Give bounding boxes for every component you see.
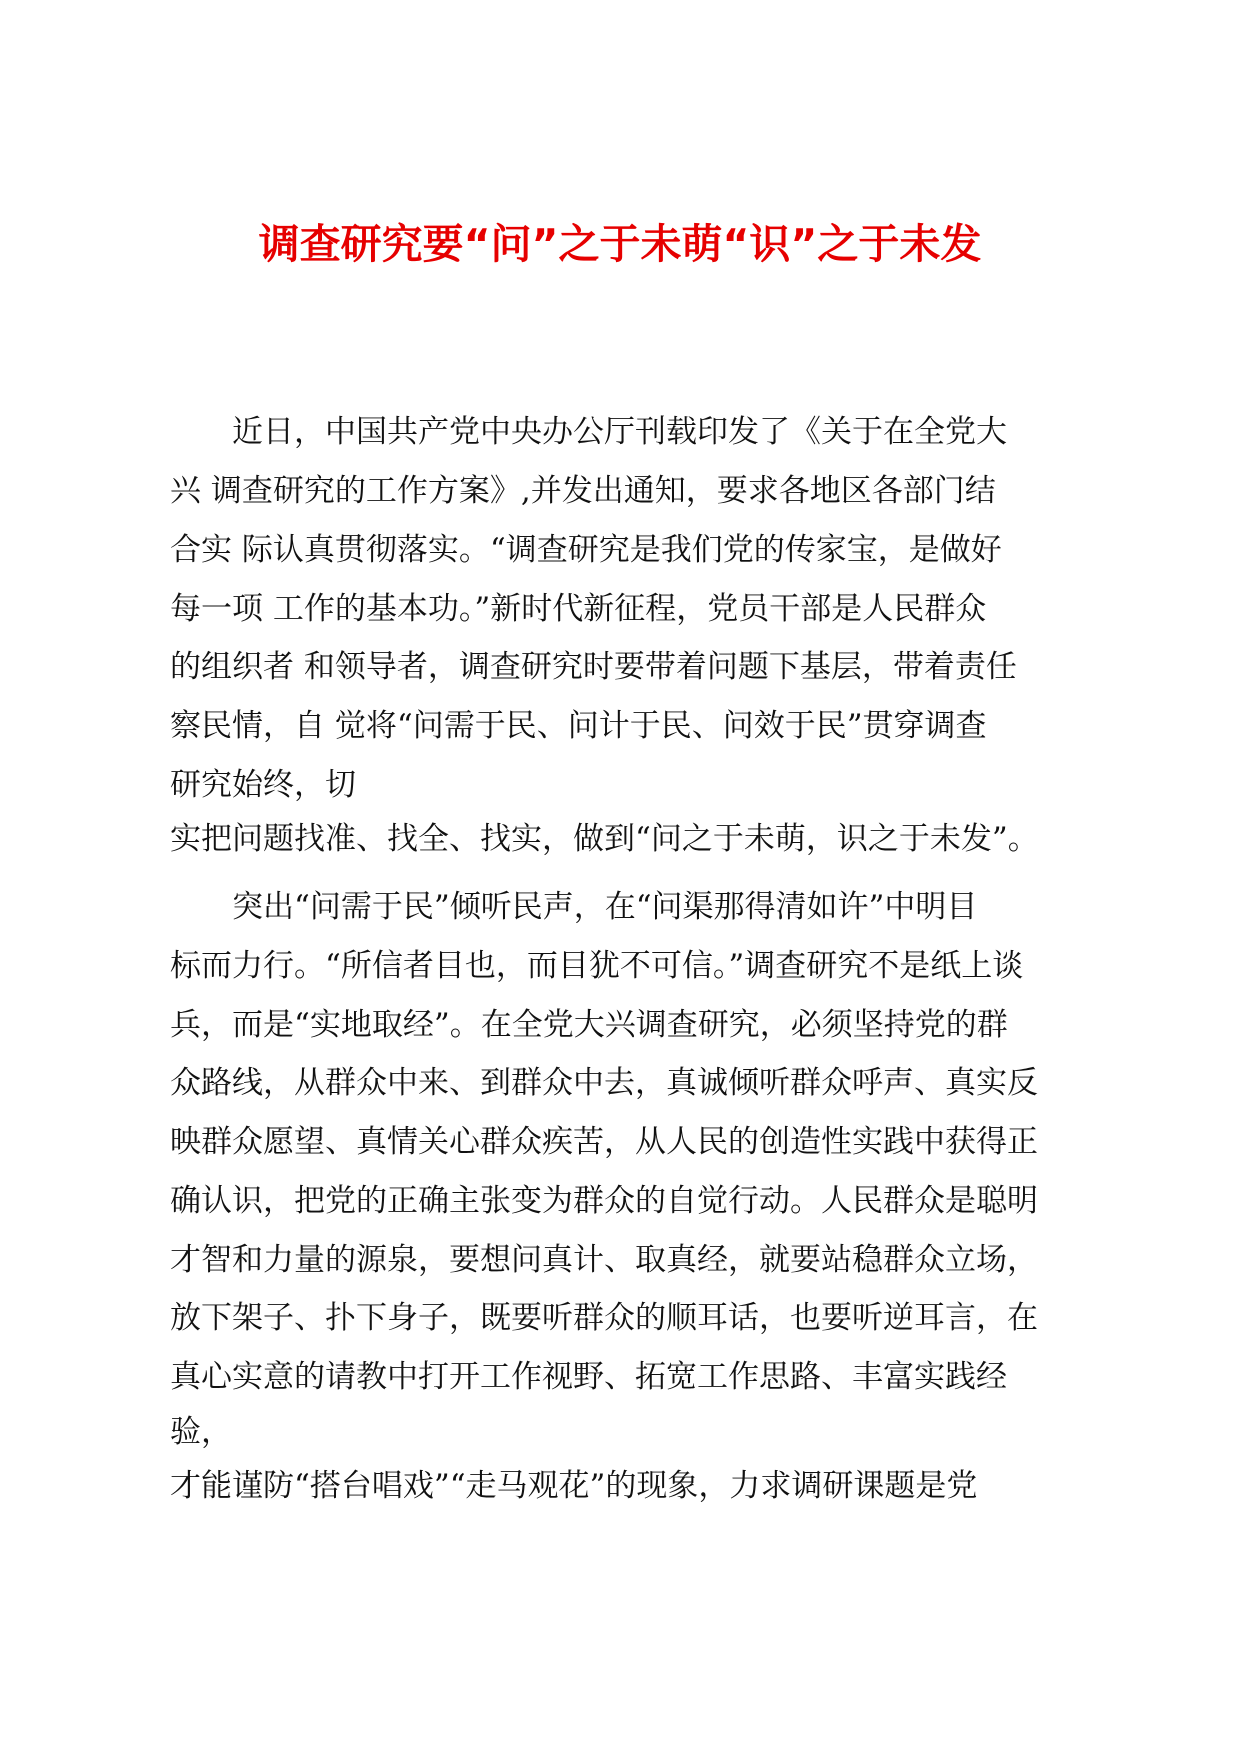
body-line: 放下架子、扑下身子，既要听群众的顺耳话，也要听逆耳言，在 (170, 1300, 1038, 1336)
body-line: 兴 调查研究的工作方案》,并发出通知，要求各地区各部门结 (170, 473, 996, 509)
body-line: 才智和力量的源泉，要想问真计、取真经，就要站稳群众立场， (170, 1242, 1038, 1278)
body-line: 众路线，从群众中来、到群众中去，真诚倾听群众呼声、真实反 (170, 1065, 1038, 1101)
body-line: 才能谨防“搭台唱戏”“走马观花”的现象，力求调研课题是党 (170, 1468, 978, 1504)
body-line: 标而力行。“所信者目也，而目犹不可信。”调查研究不是纸上谈 (170, 948, 1024, 984)
body-line: 察民情，自 觉将“问需于民、问计于民、问效于民”贯穿调查 (170, 708, 987, 744)
body-line: 真心实意的请教中打开工作视野、拓宽工作思路、丰富实践经 (170, 1359, 1007, 1395)
body-line: 兵，而是“实地取经”。在全党大兴调查研究，必须坚持党的群 (170, 1007, 1008, 1043)
body-line: 近日，中国共产党中央办公厅刊载印发了《关于在全党大 (170, 414, 1007, 450)
document-title: 调查研究要“问”之于未萌“识”之于未发 (258, 220, 982, 268)
body-line: 突出“问需于民”倾听民声，在“问渠那得清如许”中明目 (170, 889, 978, 925)
body-line: 研究始终，切 (170, 767, 356, 803)
body-line: 映群众愿望、真情关心群众疾苦，从人民的创造性实践中获得正 (170, 1124, 1038, 1160)
body-line: 实把问题找准、找全、找实，做到“问之于未萌，识之于未发”。 (170, 821, 1039, 857)
body-line: 每一项 工作的基本功。”新时代新征程，党员干部是人民群众 (170, 591, 987, 627)
body-line: 的组织者 和领导者，调查研究时要带着问题下基层，带着责任 (170, 649, 1017, 685)
body-line: 确认识，把党的正确主张变为群众的自觉行动。人民群众是聪明 (170, 1183, 1038, 1219)
body-line: 合实 际认真贯彻落实。“调查研究是我们党的传家宝，是做好 (170, 532, 1002, 568)
body-line: 验， (170, 1414, 232, 1450)
